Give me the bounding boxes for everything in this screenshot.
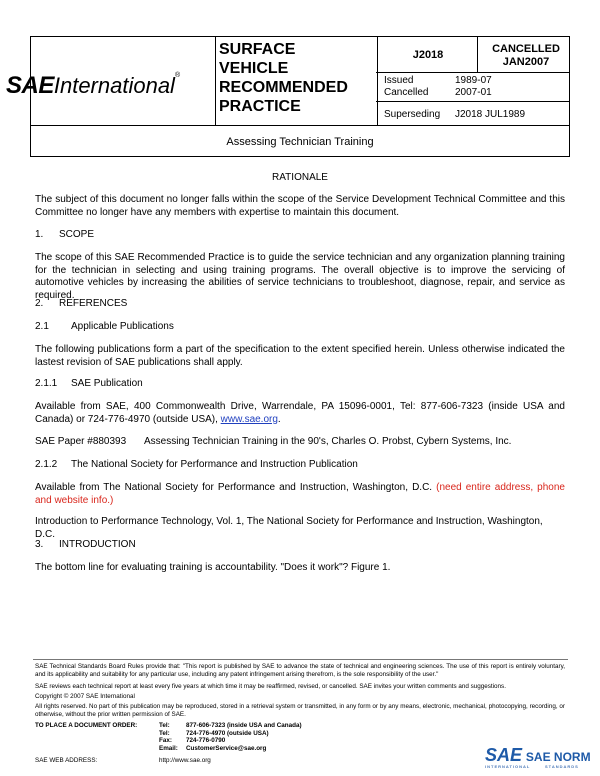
web-label: SAE WEB ADDRESS: [35, 757, 98, 764]
section-2-1-heading: 2.1 Applicable Publications [35, 321, 174, 332]
section-2-1-2-text: Available from The National Society for Performance and Instruction, Washington, D.C. (need entire address, phone and website info.) [35, 482, 565, 506]
header-divider [215, 37, 216, 125]
header-rule [376, 101, 570, 102]
rationale-text: The subject of this document no longer falls within the scope of the Service Development Technical Committee and this Committee no longer have any members with expertise to maintain this document. [35, 194, 565, 218]
superseding-label: Superseding [384, 109, 441, 120]
section-2-1-1-text: Available from SAE, 400 Commonwealth Drive, Warrendale, PA 15096-0001, Tel: 877-606-7323 (inside USA and Canada) or 724-776-4970 (outside USA), www.sae.org. [35, 401, 565, 425]
order-label: TO PLACE A DOCUMENT ORDER: [35, 722, 138, 729]
sae-paper-reference: SAE Paper #880393 Assessing Technician Training in the 90's, Charles O. Probst, Cybern Systems, Inc. [35, 436, 512, 447]
status-badge: CANCELLED JAN2007 [492, 43, 560, 68]
header-divider [477, 37, 478, 73]
phone-inside-usa: 877-606-7323 (inside USA and Canada) [186, 722, 302, 729]
order-contact-labels: Tel: Tel: Fax: Email: [159, 722, 178, 752]
section-2-1-2-heading: 2.1.2 The National Society for Performance and Instruction Publication [35, 459, 358, 470]
sae-logo: SAEInternational® [6, 72, 181, 99]
footer-review-text: SAE reviews each technical report at least every five years at which time it may be reaffirmed, revised, or cancelled. SAE invites your written comments and suggestions. [35, 683, 506, 690]
editor-note: (need entire address, phone and website info.) [35, 482, 565, 506]
scope-text: The scope of this SAE Recommended Practice is to guide the service technician and any organization planning training for the technician in selecting and using training programs. The overall objective is to improve the servicing of automotive vehicles by increasing the abilities of service technicians to troubleshoot, diagnose, repair, and service as required. [35, 252, 565, 301]
footer-copyright: Copyright © 2007 SAE International [35, 693, 135, 700]
footer-rules-text: SAE Technical Standards Board Rules provide that: "This report is published by SAE to advance the state of technical and engineering sciences. The use of this report is entirely voluntary, and its applicability and suitability for any particular use, including any patent infringement arising therefrom, is the sole responsibility of the user." [35, 663, 565, 678]
issued-value: 1989-07 [455, 75, 492, 86]
header-divider [377, 37, 378, 125]
sae-norm-logo: SAE SAE NORM INTERNATIONAL STANDARDS [485, 745, 591, 769]
sae-website-link[interactable]: www.sae.org [220, 413, 278, 425]
footer-rights-text: All rights reserved. No part of this publication may be reproduced, stored in a retrieval system or transmitted, in any form or by any means, electronic, mechanical, photocopying, recording, or otherwise, without the prior written permission of SAE. [35, 703, 565, 718]
cancelled-label: Cancelled [384, 87, 429, 98]
document-number: J2018 [412, 49, 444, 61]
issued-label: Issued [384, 75, 414, 86]
nspi-reference: Introduction to Performance Technology, Vol. 1, The National Society for Performance and Instruction, Washington, D.C. [35, 516, 543, 540]
section-scope-heading: 1. SCOPE [35, 229, 95, 240]
fax-number: 724-776-0790 [186, 737, 226, 745]
document-title: Assessing Technician Training [226, 136, 374, 148]
rationale-heading: RATIONALE [272, 172, 328, 183]
order-contact-values [186, 722, 302, 752]
section-2-1-text: The following publications form a part of the specification to the extent specified herein. Unless otherwise indicated the lastest revision of SAE publications shall apply. [35, 344, 565, 368]
document-type: SURFACE VEHICLE RECOMMENDED PRACTICE [219, 41, 348, 115]
footer-rule [33, 659, 568, 660]
email-address[interactable]: CustomerService@sae.org [186, 744, 267, 752]
section-2-1-1-heading: 2.1.1 SAE Publication [35, 378, 143, 389]
phone-outside-usa: 724-776-4970 (outside USA) [186, 729, 269, 737]
header-rule [376, 72, 570, 73]
web-address[interactable]: http://www.sae.org [159, 757, 211, 764]
cancelled-value: 2007-01 [455, 87, 492, 98]
introduction-text: The bottom line for evaluating training is accountability. "Does it work"? Figure 1. [35, 562, 391, 573]
section-references-heading: 2. REFERENCES [35, 298, 128, 309]
superseding-value: J2018 JUL1989 [455, 109, 526, 120]
section-introduction-heading: 3. INTRODUCTION [35, 539, 136, 550]
